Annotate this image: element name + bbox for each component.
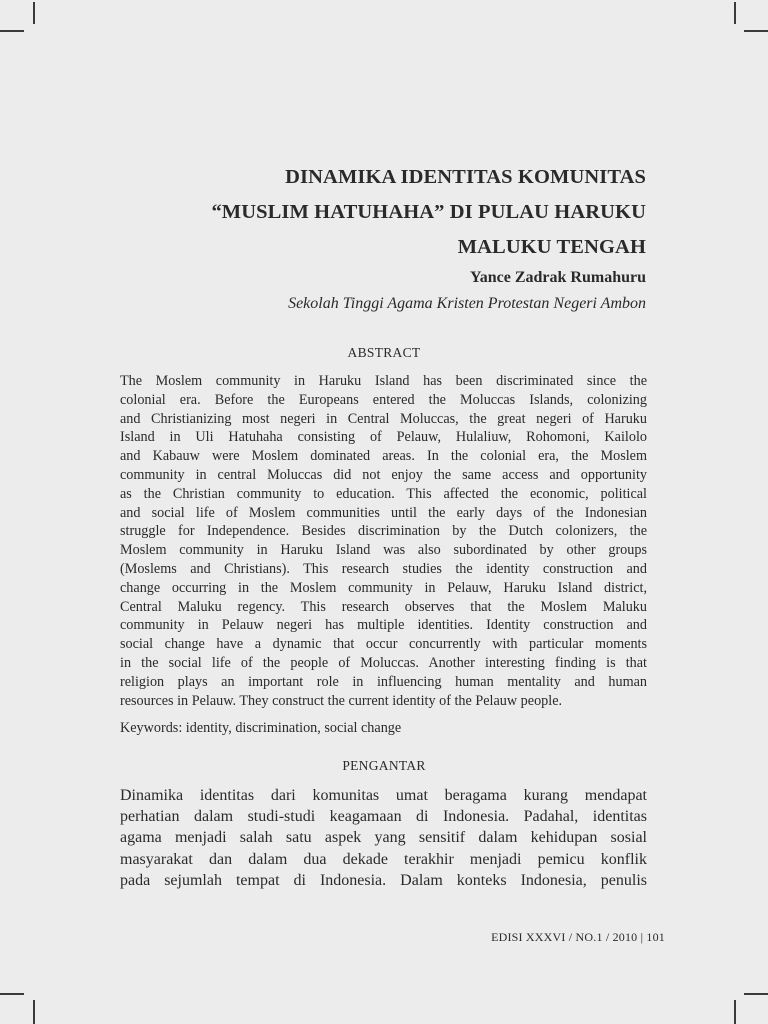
author-name: Yance Zadrak Rumahuru — [469, 269, 646, 286]
abstract-heading: ABSTRACT — [347, 345, 421, 360]
abstract-line: Moslem community in Haruku Island was also subordinated by other groups — [120, 542, 647, 559]
keywords: Keywords: identity, discrimination, social change — [120, 720, 402, 736]
crop-mark — [734, 1000, 736, 1024]
abstract-line: Island in Uli Hatuhaha consisting of Pelauw, Hulaliuw, Rohomoni, Kailolo — [120, 429, 647, 446]
abstract-line: (Moslems and Christians). This research studies the identity construction and — [120, 560, 647, 577]
pengantar-line: masyarakat dan dalam dua dekade terakhir menjadi pemicu konflik — [120, 850, 647, 868]
abstract-line: Central Maluku regency. This research observes that the Moslem Maluku — [120, 598, 647, 615]
crop-mark — [33, 2, 35, 24]
page-footer: EDISI XXXVI / NO.1 / 2010 | 101 — [491, 930, 665, 944]
abstract-line: community in Pelauw negeri has multiple identities. Identity construction and — [120, 617, 647, 634]
pengantar-line: perhatian dalam studi-studi keagamaan di Indonesia. Padahal, identitas — [120, 808, 647, 826]
abstract-line: change occurring in the Moslem community in Pelauw, Haruku Island district, — [120, 579, 647, 596]
abstract-line: resources in Pelauw. They construct the current identity of the Pelauw people. — [120, 692, 563, 709]
crop-mark — [744, 993, 768, 995]
title-line: “MUSLIM HATUHAHA” DI PULAU HARUKU — [211, 201, 646, 223]
abstract-line: social change have a dynamic that occur concurrently with particular moments — [120, 636, 647, 653]
author-affiliation: Sekolah Tinggi Agama Kristen Protestan Negeri Ambon — [288, 295, 646, 312]
crop-mark — [734, 2, 736, 24]
title-line: MALUKU TENGAH — [457, 236, 646, 258]
abstract-line: and Christianizing most negeri in Central Moluccas, the great negeri of Haruku — [120, 410, 647, 427]
abstract-body — [120, 372, 647, 710]
abstract-line: The Moslem community in Haruku Island has been discriminated since the — [120, 373, 647, 389]
abstract-line: and Kabauw were Moslem dominated areas. In the colonial era, the Moslem — [120, 448, 647, 465]
crop-mark — [0, 30, 24, 32]
pengantar-line: pada sejumlah tempat di Indonesia. Dalam konteks Indonesia, penulis — [120, 871, 647, 889]
article-title — [86, 160, 646, 265]
pengantar-line: Dinamika identitas dari komunitas umat beragama kurang mendapat — [120, 787, 647, 804]
abstract-line: community in central Moluccas did not enjoy the same access and opportunity — [120, 466, 647, 483]
abstract-line: and social life of Moslem communities until the early days of the Indonesian — [120, 504, 647, 521]
title-line: DINAMIKA IDENTITAS KOMUNITAS — [285, 166, 646, 188]
pengantar-heading: PENGANTAR — [342, 758, 426, 773]
pengantar-line: agama menjadi salah satu aspek yang sensitif dalam kehidupan sosial — [120, 829, 647, 847]
abstract-line: religion plays an important role in influencing human mentality and human — [120, 673, 647, 690]
crop-mark — [744, 30, 768, 32]
abstract-line: as the Christian community to education. This affected the economic, political — [120, 485, 647, 502]
abstract-line: colonial era. Before the Europeans entered the Moluccas Islands, colonizing — [120, 391, 647, 408]
abstract-line: struggle for Independence. Besides discrimination by the Dutch colonizers, the — [120, 523, 647, 540]
crop-mark — [0, 993, 24, 995]
abstract-line: in the social life of the people of Moluccas. Another interesting finding is that — [120, 654, 647, 671]
crop-mark — [33, 1000, 35, 1024]
pengantar-body — [120, 785, 647, 891]
